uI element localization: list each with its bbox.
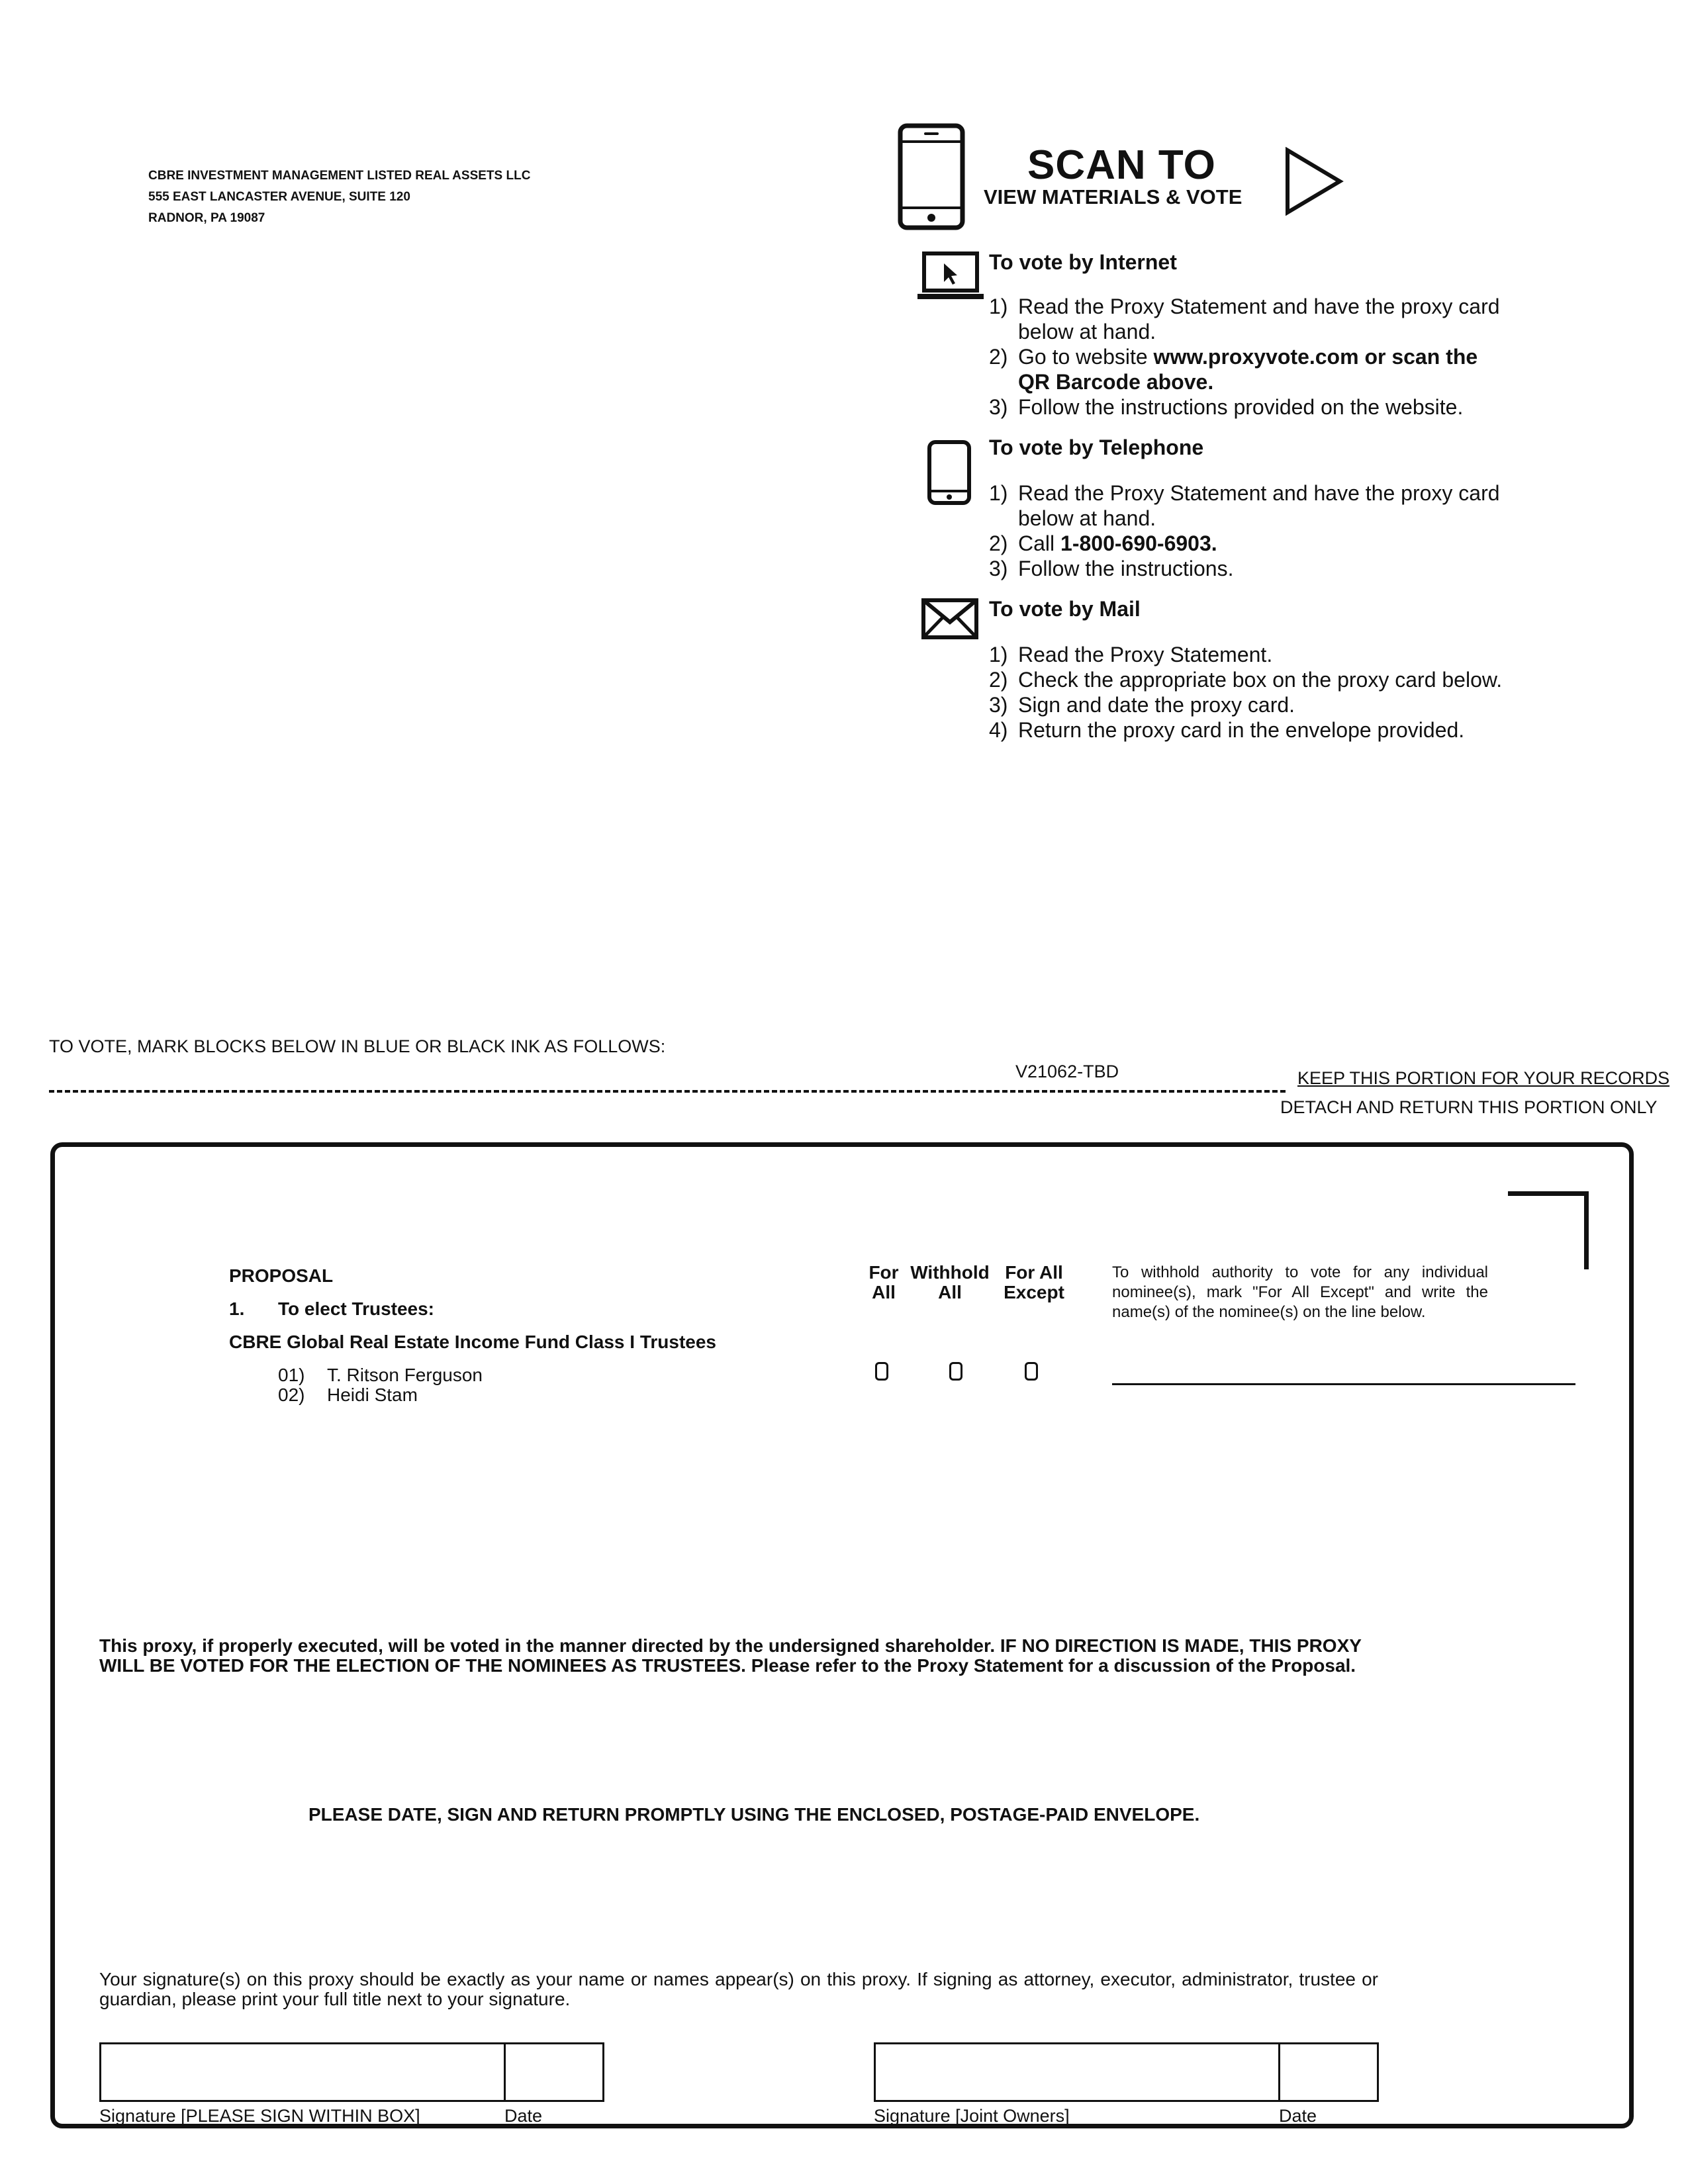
mark-instruction: TO VOTE, MARK BLOCKS BELOW IN BLUE OR BLACK INK AS FOLLOWS: — [49, 1036, 666, 1056]
smartphone-icon — [898, 123, 965, 230]
internet-heading: To vote by Internet — [989, 250, 1177, 274]
signature-box[interactable] — [99, 2042, 506, 2102]
for-all-except-checkbox[interactable] — [1025, 1362, 1038, 1381]
withhold-all-checkbox[interactable] — [949, 1362, 962, 1381]
scan-subtitle: VIEW MATERIALS & VOTE — [984, 185, 1243, 208]
joint-signature-box[interactable] — [874, 2042, 1280, 2102]
address-line-3: RADNOR, PA 19087 — [148, 211, 265, 225]
list-item: 2) Call 1-800-690-6903. — [989, 531, 1217, 555]
mail-heading: To vote by Mail — [989, 597, 1141, 621]
nominee-number: 02) — [278, 1385, 305, 1405]
list-item: 2) Go to website www.proxyvote.com or scan the QR Barcode above. — [989, 345, 1478, 394]
joint-signature-label: Signature [Joint Owners] — [874, 2106, 1070, 2126]
phone-icon — [927, 439, 972, 506]
list-item: 3) Follow the instructions. — [989, 557, 1234, 580]
mail-steps — [989, 642, 1505, 743]
proposal-item-number: 1. — [229, 1298, 245, 1319]
return-address — [148, 165, 530, 229]
for-all-checkbox[interactable] — [875, 1362, 888, 1381]
address-line-2: 555 EAST LANCASTER AVENUE, SUITE 120 — [148, 190, 410, 204]
detach-portion-label: DETACH AND RETURN THIS PORTION ONLY — [1280, 1097, 1658, 1117]
keep-portion-label: KEEP THIS PORTION FOR YOUR RECORDS — [1297, 1068, 1670, 1088]
nominee-name: T. Ritson Ferguson — [327, 1365, 483, 1385]
list-item: 4) Return the proxy card in the envelope provided. — [989, 718, 1465, 742]
telephone-heading: To vote by Telephone — [989, 435, 1204, 459]
proposal-item-text: To elect Trustees: — [278, 1298, 435, 1319]
control-code: V21062-TBD — [1015, 1062, 1119, 1081]
joint-date-label: Date — [1279, 2106, 1317, 2126]
fund-name: CBRE Global Real Estate Income Fund Class I Trustees — [229, 1332, 716, 1352]
signature-label: Signature [PLEASE SIGN WITHIN BOX] — [99, 2106, 420, 2126]
list-item: 1) Read the Proxy Statement and have the proxy card below at hand. — [989, 295, 1500, 343]
proposal-label: PROPOSAL — [229, 1265, 334, 1286]
telephone-steps — [989, 480, 1505, 581]
nominee-number: 01) — [278, 1365, 305, 1385]
nominee-name: Heidi Stam — [327, 1385, 418, 1405]
website-link[interactable]: www.proxyvote.com or scan the QR Barcode above. — [1018, 345, 1478, 394]
list-item: 1) Read the Proxy Statement. — [989, 643, 1273, 666]
withhold-nominee-line[interactable] — [1112, 1383, 1575, 1385]
detach-dashed-line — [49, 1090, 1286, 1093]
withhold-instruction: To withhold authority to vote for any individual nominee(s), mark "For All Except" and write the name(s) of the nominee(s) on the line below. — [1112, 1263, 1488, 1321]
card-corner-mark — [1508, 1191, 1589, 1269]
list-item: 3) Sign and date the proxy card. — [989, 693, 1295, 717]
column-header-for-all: For All — [868, 1262, 899, 1302]
internet-steps — [989, 294, 1505, 420]
column-header-withhold-all: Withhold All — [910, 1262, 990, 1302]
column-header-for-all-except: For All Except — [1004, 1262, 1064, 1302]
return-envelope-note: PLEASE DATE, SIGN AND RETURN PROMPTLY USING THE ENCLOSED, POSTAGE-PAID ENVELOPE. — [308, 1804, 1200, 1825]
list-item: 2) Check the appropriate box on the proxy card below. — [989, 668, 1503, 692]
list-item: 3) Follow the instructions provided on the website. — [989, 395, 1464, 419]
proxy-direction-note: This proxy, if properly executed, will be voted in the manner directed by the undersigned shareholder. IF NO DIRECTION IS MADE, THIS PROXY WILL BE VOTED FOR THE ELECTION OF THE NOMINEES AS TRUSTEES. Please refer to the Proxy Statement for a discussion of the Proposal. — [99, 1635, 1362, 1676]
phone-number[interactable]: 1-800-690-6903. — [1060, 531, 1217, 555]
date-label: Date — [504, 2106, 543, 2126]
joint-date-box[interactable] — [1278, 2042, 1379, 2102]
signature-instructions: Your signature(s) on this proxy should be exactly as your name or names appear(s) on this proxy. If signing as attorney, executor, administrator, trustee or guardian, please print your full title next to your signature. — [99, 1969, 1378, 2009]
envelope-icon — [921, 598, 978, 639]
play-arrow-icon — [1284, 147, 1344, 216]
date-box[interactable] — [504, 2042, 604, 2102]
list-item: 1) Read the Proxy Statement and have the proxy card below at hand. — [989, 481, 1500, 530]
address-line-1: CBRE INVESTMENT MANAGEMENT LISTED REAL ASSETS LLC — [148, 169, 531, 183]
laptop-icon — [917, 251, 984, 302]
scan-title: SCAN TO — [1027, 142, 1216, 188]
